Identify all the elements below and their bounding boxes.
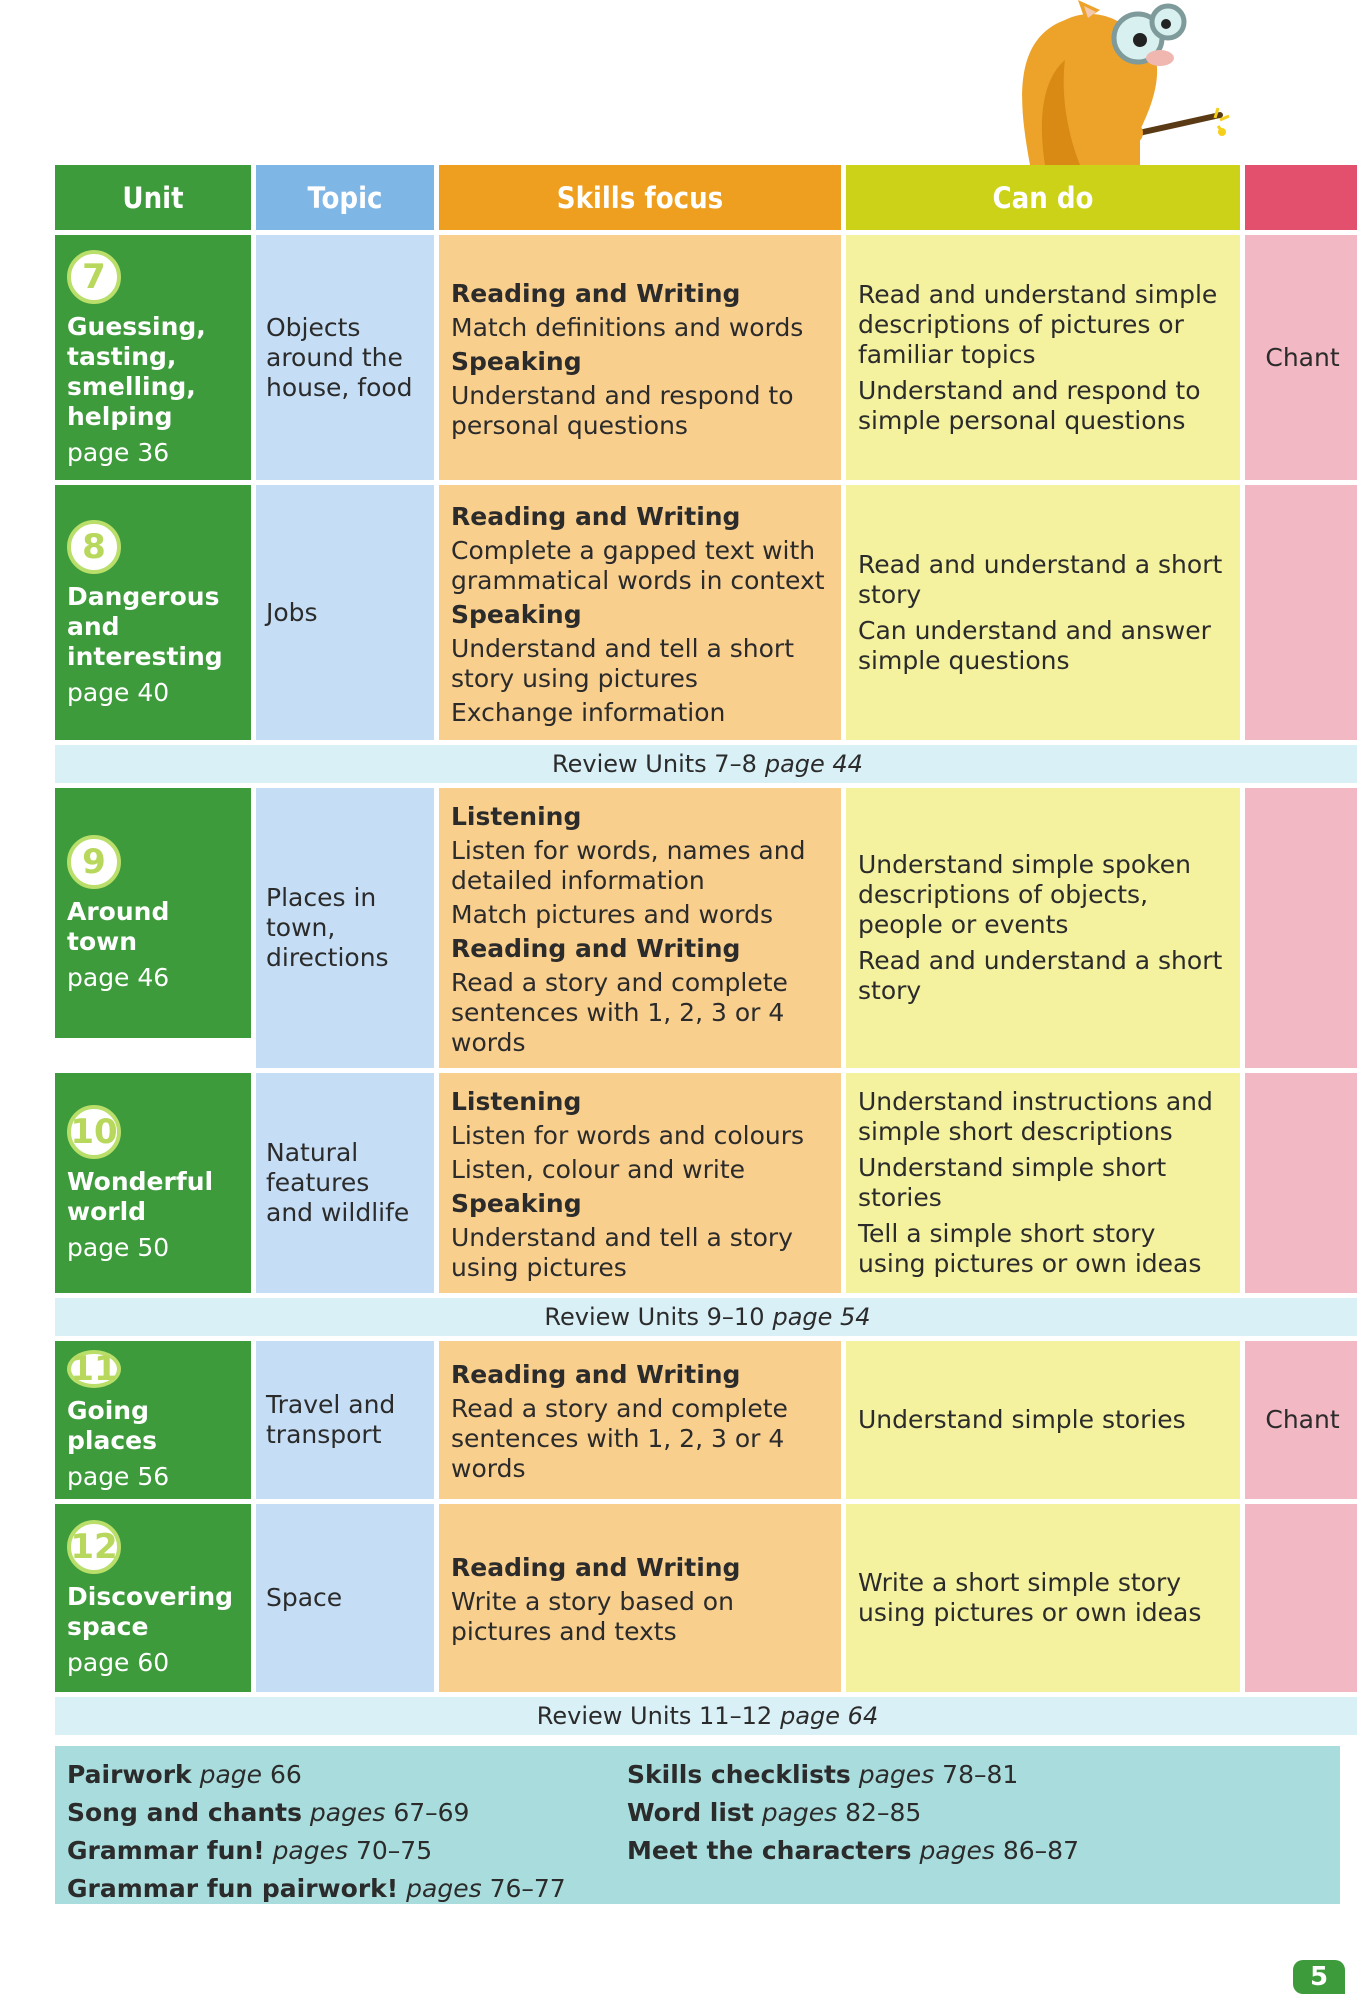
back-matter-list — [55, 1746, 1340, 1904]
extra-cell — [1245, 485, 1357, 740]
skills-cell — [439, 485, 841, 740]
header-extra — [1245, 165, 1357, 230]
skill-item: Exchange information — [451, 697, 726, 727]
back-matter-item: Meet the characters pages 86–87 — [627, 1836, 1079, 1865]
unit-number-badge: 9 — [67, 835, 121, 889]
can-do-cell — [846, 788, 1240, 1068]
back-matter-item: Skills checklists pages 78–81 — [627, 1760, 1019, 1789]
can-do-item: Write a short simple story using pictures or own ideas — [858, 1568, 1202, 1627]
unit-cell — [55, 235, 251, 480]
skills-cell — [439, 788, 841, 1068]
unit-title: Wonderful world — [67, 1167, 214, 1226]
unit-title: Discovering space — [67, 1582, 234, 1641]
review-page: page 64 — [780, 1702, 879, 1730]
unit-title: Guessing, tasting, smelling, helping — [67, 311, 206, 431]
skills-cell — [439, 1073, 841, 1293]
review-page: page 54 — [772, 1303, 871, 1331]
skill-item: Read a story and complete sentences with 1, 2, 3 or 4 words — [451, 968, 788, 1057]
skill-heading: Listening — [451, 802, 582, 831]
skills-cell — [439, 1504, 841, 1692]
can-do-cell — [846, 1504, 1240, 1692]
can-do-cell — [846, 485, 1240, 740]
unit-page: page 50 — [67, 1233, 170, 1262]
review-row — [55, 1697, 1357, 1735]
skill-item: Listen for words, names and detailed information — [451, 836, 806, 895]
can-do-item: Read and understand simple descriptions of pictures or familiar topics — [858, 279, 1218, 369]
unit-title: Dangerous and interesting — [67, 581, 223, 671]
back-matter-left — [67, 1756, 627, 1908]
skill-heading: Reading and Writing — [451, 501, 741, 531]
can-do-cell — [846, 235, 1240, 480]
back-matter-right — [627, 1756, 1328, 1908]
unit-page: page 40 — [67, 677, 170, 707]
extra-cell — [1245, 788, 1357, 1068]
extra-cell: Chant — [1245, 235, 1357, 480]
skill-item: Match pictures and words — [451, 900, 773, 929]
review-label: Review Units 11–12 — [536, 1702, 773, 1730]
skill-heading: Reading and Writing — [451, 278, 741, 308]
back-matter-item: Song and chants pages 67–69 — [67, 1798, 470, 1827]
unit-cell — [55, 1341, 251, 1499]
unit-number-badge: 11 — [67, 1350, 121, 1388]
skill-item: Listen for words and colours — [451, 1121, 805, 1150]
can-do-item: Understand simple stories — [858, 1405, 1186, 1434]
unit-number-badge: 10 — [67, 1105, 121, 1159]
unit-number-badge: 8 — [67, 520, 121, 574]
page-number: 5 — [1293, 1960, 1345, 1994]
skill-item: Read a story and complete sentences with 1, 2, 3 or 4 words — [451, 1394, 788, 1483]
unit-cell — [55, 1073, 251, 1293]
skill-heading: Reading and Writing — [451, 1360, 741, 1389]
unit-cell — [55, 485, 251, 740]
can-do-item: Can understand and answer simple questions — [858, 615, 1211, 675]
skill-heading: Reading and Writing — [451, 934, 741, 963]
topic-cell: Travel and transport — [256, 1341, 434, 1499]
topic-cell: Space — [256, 1504, 434, 1692]
skill-heading: Speaking — [451, 1189, 582, 1218]
unit-page: page 56 — [67, 1462, 170, 1491]
skill-item: Write a story based on pictures and texts — [451, 1587, 734, 1646]
skill-heading: Reading and Writing — [451, 1553, 741, 1582]
unit-title: Going places — [67, 1396, 157, 1455]
extra-cell — [1245, 1073, 1357, 1293]
unit-number-badge: 12 — [67, 1520, 121, 1574]
skill-heading: Speaking — [451, 346, 582, 376]
unit-number-badge: 7 — [67, 250, 121, 304]
can-do-item: Understand simple spoken descriptions of objects, people or events — [858, 850, 1191, 939]
skill-item: Understand and respond to personal questions — [451, 380, 794, 440]
skills-cell — [439, 1341, 841, 1499]
can-do-item: Understand and respond to simple personal questions — [858, 375, 1201, 435]
header-unit: Unit — [55, 165, 251, 230]
back-matter-item: Pairwork page 66 — [67, 1760, 302, 1789]
topic-cell: Jobs — [256, 485, 434, 740]
can-do-item: Understand simple short stories — [858, 1153, 1167, 1212]
back-matter-item: Grammar fun! pages 70–75 — [67, 1836, 433, 1865]
review-label: Review Units 9–10 — [544, 1303, 765, 1331]
topic-cell: Places in town, directions — [256, 788, 434, 1068]
skill-item: Understand and tell a story using pictures — [451, 1223, 793, 1282]
skill-heading: Speaking — [451, 599, 582, 629]
skill-heading: Listening — [451, 1087, 582, 1116]
header-skills-focus: Skills focus — [439, 165, 841, 230]
can-do-cell — [846, 1073, 1240, 1293]
cat-mascot-illustration — [990, 0, 1230, 165]
topic-cell: Natural features and wildlife — [256, 1073, 434, 1293]
header-can-do: Can do — [846, 165, 1240, 230]
skill-item: Complete a gapped text with grammatical words in context — [451, 535, 825, 595]
topic-cell: Objects around the house, food — [256, 235, 434, 480]
contents-table — [55, 165, 1340, 1735]
unit-title: Around town — [67, 897, 170, 956]
skill-item: Match definitions and words — [451, 312, 804, 342]
unit-cell — [55, 788, 251, 1038]
review-label: Review Units 7–8 — [552, 750, 757, 778]
can-do-item: Read and understand a short story — [858, 946, 1223, 1005]
review-row — [55, 1298, 1357, 1336]
unit-page: page 36 — [67, 437, 170, 467]
can-do-item: Tell a simple short story using pictures or own ideas — [858, 1219, 1202, 1278]
header-topic: Topic — [256, 165, 434, 230]
review-page: page 44 — [764, 750, 863, 778]
unit-cell — [55, 1504, 251, 1692]
can-do-item: Understand instructions and simple short descriptions — [858, 1087, 1213, 1146]
extra-cell: Chant — [1245, 1341, 1357, 1499]
can-do-cell — [846, 1341, 1240, 1499]
back-matter-item: Grammar fun pairwork! pages 76–77 — [67, 1874, 566, 1903]
skill-item: Understand and tell a short story using pictures — [451, 633, 794, 693]
can-do-item: Read and understand a short story — [858, 549, 1223, 609]
unit-page: page 60 — [67, 1648, 170, 1677]
back-matter-item: Word list pages 82–85 — [627, 1798, 922, 1827]
skill-item: Listen, colour and write — [451, 1155, 746, 1184]
review-row — [55, 745, 1357, 783]
unit-page: page 46 — [67, 963, 170, 992]
extra-cell — [1245, 1504, 1357, 1692]
skills-cell — [439, 235, 841, 480]
